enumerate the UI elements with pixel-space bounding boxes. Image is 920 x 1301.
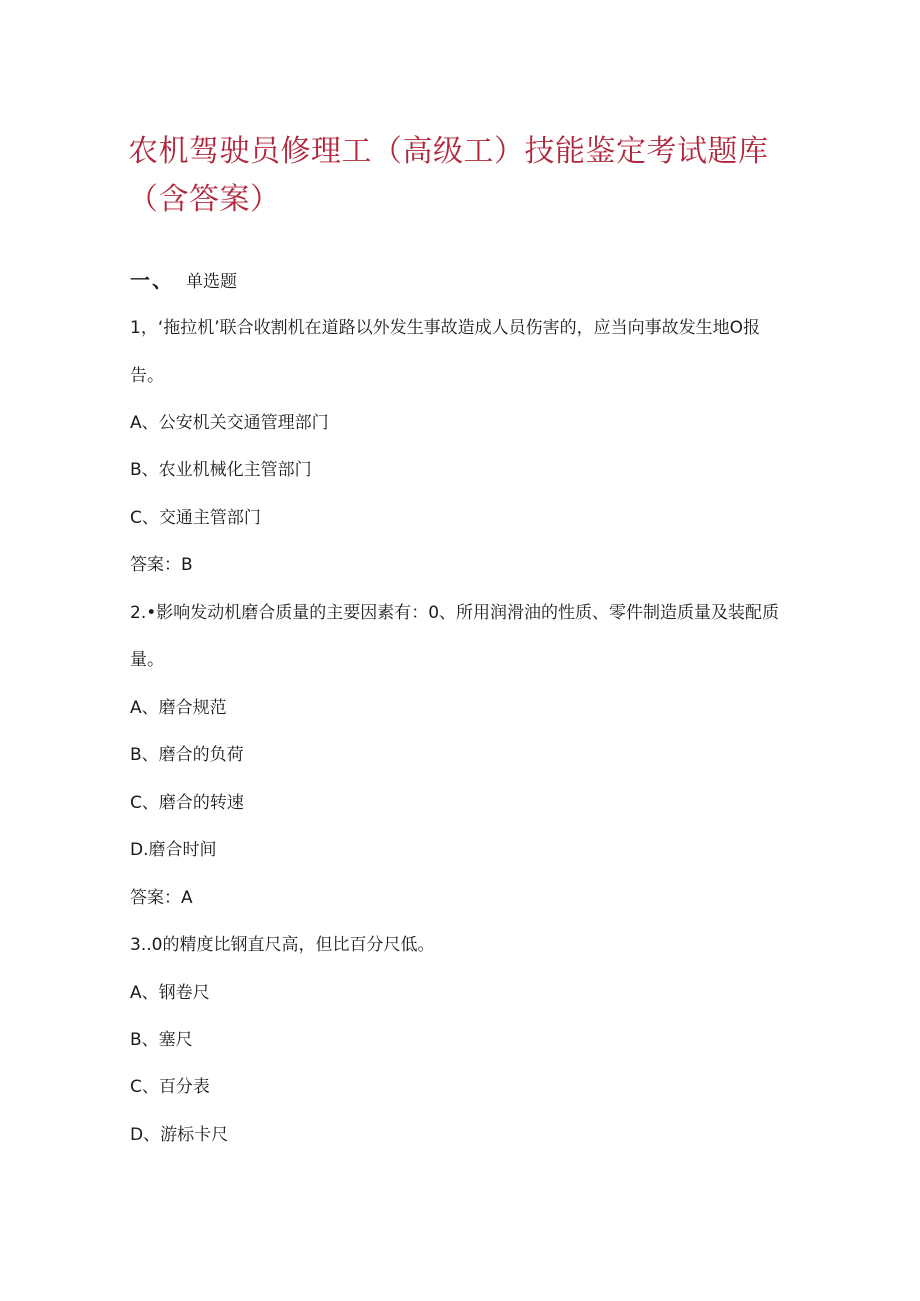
document-title: 农机驾驶员修理工（高级工）技能鉴定考试题库（含答案） — [128, 134, 769, 217]
question-3-option-c: C、百分表 — [130, 1077, 210, 1097]
question-3-option-b: B、塞尺 — [130, 1030, 193, 1050]
section-label: 单选题 — [186, 272, 237, 292]
question-2-option-b: B、磨合的负荷 — [130, 745, 244, 765]
question-3-stem-line-1: 3..0的精度比钢直尺高，但比百分尺低。 — [130, 935, 435, 955]
question-2-stem-line-1: 2.•影响发动机磨合质量的主要因素有：0、所用润滑油的性质、零件制造质量及装配质 — [130, 603, 780, 623]
question-1-option-a: A、公安机关交通管理部门 — [130, 413, 329, 433]
question-1-option-b: B、农业机械化主管部门 — [130, 460, 312, 480]
question-2-option-c: C、磨合的转速 — [130, 793, 244, 813]
question-2-stem-line-2: 量。 — [130, 650, 164, 670]
question-1-stem-line-1: 1，‘拖拉机’联合收割机在道路以外发生事故造成人员伤害的，应当向事故发生地O报 — [130, 318, 761, 338]
question-1-option-c: C、交通主管部门 — [130, 508, 261, 528]
section-heading — [130, 268, 237, 294]
question-3-option-a: A、钢卷尺 — [130, 983, 210, 1003]
question-1-stem-line-2: 告。 — [130, 366, 164, 386]
section-number: 一、 — [130, 268, 174, 292]
question-2-option-a: A、磨合规范 — [130, 698, 227, 718]
question-1-answer: 答案：B — [130, 555, 193, 575]
question-3-option-d: D、游标卡尺 — [130, 1125, 229, 1145]
question-2-answer: 答案：A — [130, 888, 193, 908]
question-2-option-d: D.磨合时间 — [130, 840, 217, 860]
